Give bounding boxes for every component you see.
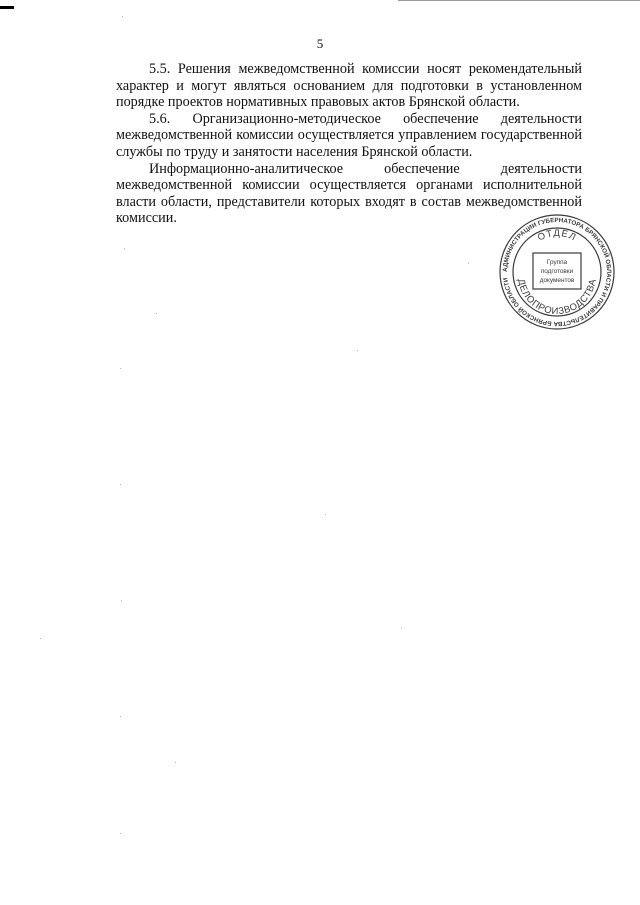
scan-speck [124,248,125,249]
scan-speck [325,514,326,515]
stamp-center-line-1: Группа [546,259,568,266]
scan-speck [357,350,358,351]
document-body [116,61,582,227]
scan-speck [468,263,469,264]
scan-corner-mark [0,6,14,9]
scan-speck [121,600,122,601]
paragraph-information-support: Информационно-аналитическое обеспечение деятельности межведомственной комиссии осуществляется органами исполнительной власти области, представители которых входят в состав межведомственной комиссии. [116,160,582,227]
scan-top-edge-line [398,0,640,1]
scan-speck [401,627,402,628]
scan-speck [120,833,121,834]
scan-speck [120,368,121,369]
paragraph-5-6: 5.6. Организационно-методическое обеспечение деятельности межведомственной комиссии осуществляется управлением государственной службы по труду и занятости населения Брянской области. [116,110,582,160]
page-number: 5 [316,36,324,51]
scan-speck [120,484,121,485]
stamp-arc-top: ОТДЕЛ [536,227,579,244]
scan-speck [120,716,121,717]
scan-speck [122,16,123,17]
stamp-center-line-2: подготовки [540,268,574,275]
stamp-center-line-3: документов [539,277,575,284]
stamp-arc-bottom: ДЕЛОПРОИЗВОДСТВА [515,277,599,318]
office-stamp [498,213,616,331]
scan-speck [156,313,157,314]
scan-speck [175,762,176,763]
paragraph-5-5: 5.5. Решения межведомственной комиссии носят рекомендательный характер и могут являться основанием для подготовки в установленном порядке проектов нормативных правовых актов Брянской области. [116,61,582,111]
stamp-ring-text: АДМИНИСТРАЦИИ ГУБЕРНАТОРА БРЯНСКОЙ ОБЛАСТИ И ПРАВИТЕЛЬСТВА БРЯНСКОЙ ОБЛАСТИ [501,216,613,328]
scan-speck [40,638,41,639]
